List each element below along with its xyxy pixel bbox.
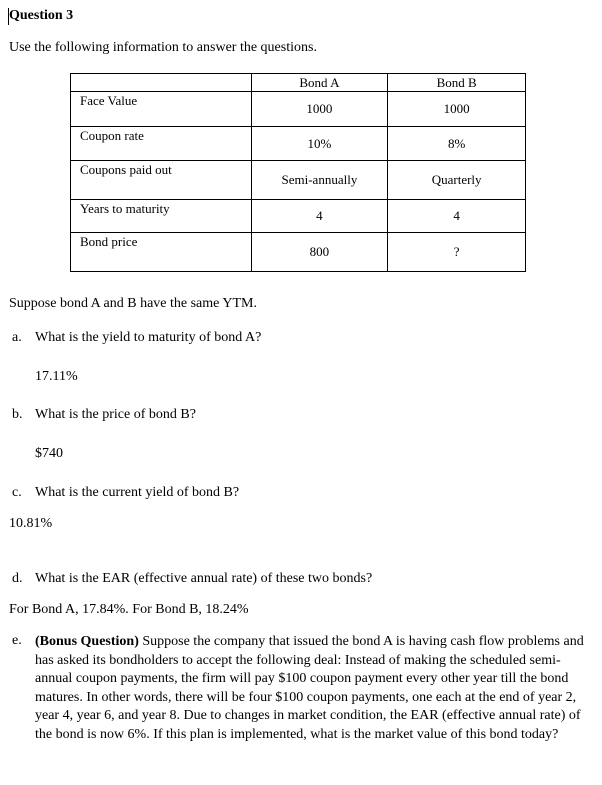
years-to-maturity-a: 4 bbox=[251, 200, 388, 233]
question-b-marker: b. bbox=[12, 407, 23, 422]
years-to-maturity-b: 4 bbox=[388, 200, 526, 233]
question-d-marker: d. bbox=[12, 571, 23, 586]
answer-d: For Bond A, 17.84%. For Bond B, 18.24% bbox=[9, 602, 249, 617]
coupon-rate-a: 10% bbox=[251, 127, 388, 161]
question-c-marker: c. bbox=[12, 485, 22, 500]
row-label-bond-price: Bond price bbox=[71, 233, 252, 272]
row-label-coupon-rate: Coupon rate bbox=[71, 127, 252, 161]
row-label-coupons-paid: Coupons paid out bbox=[71, 161, 252, 200]
header-bond-a: Bond A bbox=[251, 74, 388, 92]
question-title: Question 3 bbox=[9, 8, 74, 23]
row-label-years-to-maturity: Years to maturity bbox=[71, 200, 252, 233]
question-d-text: What is the EAR (effective annual rate) of these two bonds? bbox=[35, 571, 373, 586]
answer-b: $740 bbox=[35, 446, 63, 461]
coupon-rate-b: 8% bbox=[388, 127, 526, 161]
header-blank bbox=[71, 74, 252, 92]
bonus-label: (Bonus Question) bbox=[35, 634, 139, 649]
bond-price-b: ? bbox=[388, 233, 526, 272]
answer-c: 10.81% bbox=[9, 516, 53, 531]
coupons-paid-a: Semi-annually bbox=[251, 161, 388, 200]
answer-a: 17.11% bbox=[35, 369, 78, 384]
bond-table bbox=[70, 73, 526, 272]
question-a-marker: a. bbox=[12, 330, 22, 345]
question-c-text: What is the current yield of bond B? bbox=[35, 485, 240, 500]
question-a-text: What is the yield to maturity of bond A? bbox=[35, 330, 262, 345]
premise-text: Suppose bond A and B have the same YTM. bbox=[9, 296, 257, 311]
coupons-paid-b: Quarterly bbox=[388, 161, 526, 200]
row-label-face-value: Face Value bbox=[71, 92, 252, 127]
face-value-b: 1000 bbox=[388, 92, 526, 127]
bonus-question-paragraph bbox=[35, 633, 591, 745]
question-b-text: What is the price of bond B? bbox=[35, 407, 196, 422]
question-e-marker: e. bbox=[12, 633, 22, 648]
bond-price-a: 800 bbox=[251, 233, 388, 272]
bonus-question-text: Suppose the company that issued the bond A is having cash flow problems and has asked its bondholders to accept the following deal: Instead of making the scheduled semi-annual coupon payments, the firm will pay $100 coupon payment every other year till the bond matures. In other words, there will be four $100 coupon payments, one each at the end of year 2, year 4, year 6, and year 8. Due to changes in market condition, the EAR (effective annual rate) of the bond is now 6%. If this plan is implemented, what is the market value of this bond today? bbox=[35, 634, 584, 742]
intro-text: Use the following information to answer the questions. bbox=[9, 40, 317, 55]
face-value-a: 1000 bbox=[251, 92, 388, 127]
header-bond-b: Bond B bbox=[388, 74, 526, 92]
